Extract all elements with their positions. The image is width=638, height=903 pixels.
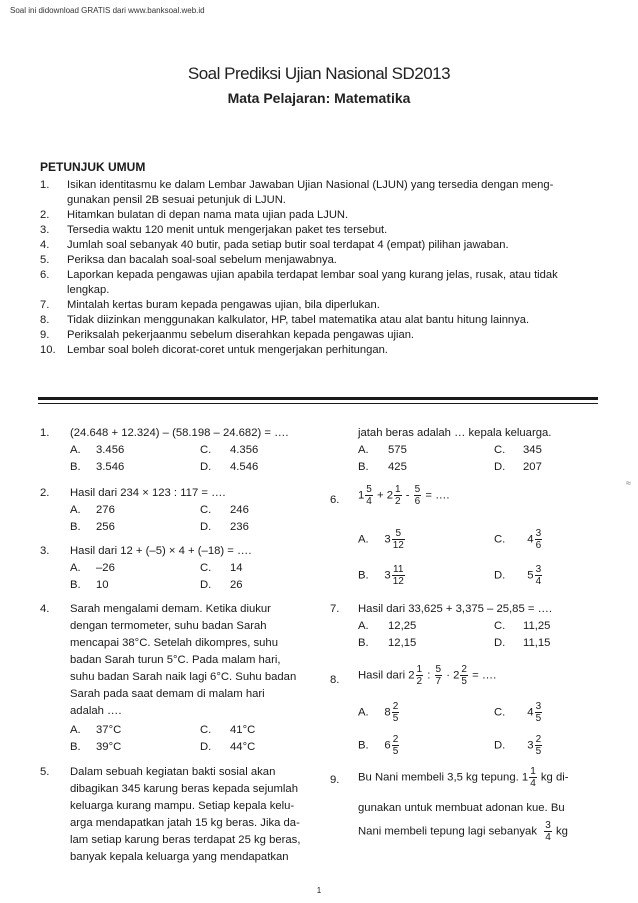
question-text-line2: gunakan untuk membuat adonan kue. Bu (358, 802, 565, 814)
fraction: $\frac{5}{6}$ (414, 484, 421, 507)
instruction-item (40, 208, 605, 223)
option-label: D. (200, 741, 212, 753)
option-label: B. (70, 521, 81, 533)
option-label: D. (200, 461, 212, 473)
option-value: 345 (523, 444, 542, 456)
option-value: 207 (523, 461, 542, 473)
instruction-item (40, 253, 605, 268)
option-label: C. (200, 562, 212, 574)
instruction-number: 3. (40, 224, 50, 236)
instruction-number: 7. (40, 299, 50, 311)
whole-number: 1 (358, 489, 365, 502)
option-c: C. 4 $\frac{3}{5}$ (494, 701, 542, 724)
instruction-number: 5. (40, 254, 50, 266)
question-line: badan Sarah turun 5°C. Pada malam hari, (70, 654, 281, 666)
whole-number: 2 (453, 669, 460, 682)
operator: : (427, 669, 431, 682)
option-label: A. (358, 620, 369, 632)
option-label: A. (70, 562, 81, 574)
option-label: C. (200, 724, 212, 736)
fraction: $\frac{2}{5}$ (461, 664, 467, 687)
instruction-item (40, 343, 605, 358)
fraction: $\frac{5}{4}$ (366, 484, 372, 507)
option-c: C. 4 $\frac{3}{6}$ (494, 528, 542, 551)
instruction-item (40, 313, 605, 328)
instruction-number (40, 193, 67, 208)
whole-number: 2 (408, 669, 415, 682)
operator: · (446, 669, 450, 682)
option-label: B. (358, 637, 369, 649)
option-a: A. 3 $\frac{5}{12}$ (358, 528, 404, 551)
instruction-number: 4. (40, 239, 50, 251)
equals: = …. (472, 669, 497, 682)
option-value: 276 (96, 504, 115, 516)
option-label: A. (70, 504, 81, 516)
equals: = …. (425, 489, 450, 502)
option-label: D. (494, 461, 506, 473)
option-label: A. (70, 444, 81, 456)
subject-title: Mata Pelajaran: Matematika (227, 90, 411, 106)
question-line: mencapai 38°C. Setelah dikompres, suhu (70, 637, 278, 649)
question-text: Hasil dari 33,625 + 3,375 – 25,85 = …. (358, 603, 553, 615)
question-line: Sarah mengalami demam. Ketika diukur (70, 603, 271, 615)
option-label: A. (358, 444, 369, 456)
instruction-item (40, 283, 605, 298)
question-number: 6. (330, 494, 340, 506)
option-label: C. (494, 444, 506, 456)
instruction-text: Mintalah kertas buram kepada pengawas ujian, bila diperlukan. (67, 299, 380, 311)
question-line: keluarga kurang mampu. Setiap kepala kelu- (70, 800, 295, 812)
instruction-number: 2. (40, 209, 50, 221)
option-label: D. (200, 521, 212, 533)
option-value: 37°C (96, 724, 122, 736)
instruction-item (40, 223, 605, 238)
question-text: Hasil dari 12 + (–5) × 4 + (–18) = …. (70, 545, 252, 557)
source-note: Soal ini didownload GRATIS dari www.banksoal.web.id (10, 6, 205, 15)
question-number: 9. (330, 774, 340, 786)
question-number: 2. (40, 487, 50, 499)
instruction-item (40, 178, 605, 193)
instruction-text: Periksalah pekerjaanmu sebelum diserahkan kepada pengawas ujian. (67, 329, 415, 341)
question-line: adalah …. (70, 705, 122, 717)
option-d: D. 3 $\frac{2}{5}$ (494, 734, 542, 757)
option-label: D. (494, 637, 506, 649)
option-value: 236 (230, 521, 249, 533)
whole-number: 2 (386, 489, 394, 502)
option-value: 11,25 (523, 620, 551, 632)
option-value: 14 (230, 562, 243, 574)
fraction: $\frac{1}{2}$ (416, 664, 423, 687)
question-line: suhu badan Sarah naik lagi 6°C. Suhu badan (70, 671, 297, 683)
option-label: B. (70, 741, 81, 753)
question-number: 1. (40, 427, 50, 439)
question-expression: Hasil dari 2 $\frac{1}{2}$ : $\frac{5}{7}$ · 2 $\frac{2}{5}$ = …. (358, 664, 497, 687)
option-label: B. (70, 461, 81, 473)
document-title: Soal Prediksi Ujian Nasional SD2013 (187, 64, 451, 83)
question-line: banyak kepala keluarga yang mendapatkan (70, 851, 289, 863)
option-value: 575 (388, 444, 407, 456)
instruction-item (40, 328, 605, 343)
option-label: A. (70, 724, 81, 736)
option-value: 4.356 (230, 444, 259, 456)
question-number: 3. (40, 545, 50, 557)
option-value: 39°C (96, 741, 122, 753)
instruction-text: Isikan identitasmu ke dalam Lembar Jawaban Ujian Nasional (LJUN) yang tersedia dengan meng- (67, 179, 554, 191)
instruction-item (40, 238, 605, 253)
instruction-number: 1. (40, 179, 50, 191)
instruction-text: lengkap. (67, 284, 110, 296)
question-number: 5. (40, 766, 50, 778)
option-value: 41°C (230, 724, 256, 736)
question-number: 8. (330, 674, 340, 686)
instruction-text: Tidak diizinkan menggunakan kalkulator, HP, tabel matematika atau alat bantu hitung lainnya. (67, 314, 530, 326)
option-value: 12,25 (388, 620, 417, 632)
instruction-item (40, 298, 605, 313)
question-line: lam setiap karung beras terdapat 25 kg beras, (70, 834, 301, 846)
scan-mark: ≈ (626, 478, 631, 488)
option-b: B. 6 $\frac{2}{5}$ (358, 734, 399, 757)
question-line: arga mendapatkan jatah 15 kg beras. Jika da- (70, 817, 300, 829)
option-label: B. (358, 461, 369, 473)
instruction-item (40, 193, 605, 208)
option-value: 3.546 (96, 461, 125, 473)
option-value: 44°C (230, 741, 256, 753)
question-line: dibagikan 345 karung beras kepada sejumlah (70, 783, 298, 795)
option-value: 3.456 (96, 444, 125, 456)
question-line: Sarah pada saat demam di malam hari (70, 688, 265, 700)
option-b: B. 3 $\frac{11}{12}$ (358, 564, 404, 587)
instruction-text: Hitamkan bulatan di depan nama mata ujian pada LJUN. (67, 209, 349, 221)
option-value: 12,15 (388, 637, 417, 649)
instruction-text: Jumlah soal sebanyak 40 butir, pada setiap butir soal terdapat 4 (empat) pilihan jawaban. (67, 239, 509, 251)
option-value: 256 (96, 521, 115, 533)
instructions-heading: PETUNJUK UMUM (40, 160, 146, 174)
operator: - (405, 489, 410, 502)
option-value: 4.546 (230, 461, 259, 473)
question-text (70, 601, 315, 720)
question-line: Dalam sebuah kegiatan bakti sosial akan (70, 766, 276, 778)
instruction-item (40, 268, 605, 283)
option-value: 425 (388, 461, 407, 473)
page-number: 1 (316, 886, 322, 895)
option-value: –26 (96, 562, 115, 574)
instruction-text: Tersedia waktu 120 menit untuk mengerjakan paket tes tersebut. (67, 224, 388, 236)
option-label: C. (200, 444, 212, 456)
instruction-number (40, 283, 67, 298)
instruction-text: Lembar soal boleh dicorat-coret untuk mengerjakan perhitungan. (67, 344, 388, 356)
option-d: D. 5 $\frac{3}{4}$ (494, 564, 542, 587)
option-label: B. (70, 579, 81, 591)
option-value: 11,15 (523, 637, 551, 649)
fraction: $\frac{1}{2}$ (395, 484, 401, 507)
question-number: 7. (330, 603, 340, 615)
option-label: D. (200, 579, 212, 591)
instruction-text: Periksa dan bacalah soal-soal sebelum menjawabnya. (67, 254, 337, 266)
question-line: dengan termometer, suhu badan Sarah (70, 620, 267, 632)
option-value: 246 (230, 504, 249, 516)
instruction-text: gunakan pensil 2B sesuai petunjuk di LJUN. (67, 194, 286, 206)
operator: + (377, 489, 384, 502)
instruction-number: 9. (40, 329, 50, 341)
option-a: A. 8 $\frac{2}{5}$ (358, 701, 399, 724)
option-label: C. (200, 504, 212, 516)
question-number: 4. (40, 603, 50, 615)
question-text-line3: Nani membeli tepung lagi sebanyak $\frac{3}{4}$ kg (358, 820, 568, 843)
question-text: Hasil dari 234 × 123 : 117 = …. (70, 487, 226, 499)
divider-thin (38, 403, 598, 404)
question-text (70, 764, 315, 866)
instruction-number: 6. (40, 269, 50, 281)
instructions-list (40, 178, 605, 358)
option-value: 26 (230, 579, 243, 591)
option-value: 10 (96, 579, 109, 591)
question-text-line1: Bu Nani membeli 3,5 kg tepung. 1 $\frac{1}{4}$ kg di- (358, 766, 569, 789)
question-text: (24.648 + 12.324) – (58.198 – 24.682) = …. (70, 427, 289, 439)
instruction-number: 10. (40, 344, 56, 356)
instruction-number: 8. (40, 314, 50, 326)
question-text-continued: jatah beras adalah … kepala keluarga. (358, 427, 552, 439)
instruction-text: Laporkan kepada pengawas ujian apabila terdapat lembar soal yang kurang jelas, rusak, atau tidak (67, 269, 558, 281)
question-expression (358, 484, 450, 507)
divider-thick (38, 397, 598, 400)
fraction: $\frac{5}{7}$ (435, 664, 442, 687)
option-label: C. (494, 620, 506, 632)
